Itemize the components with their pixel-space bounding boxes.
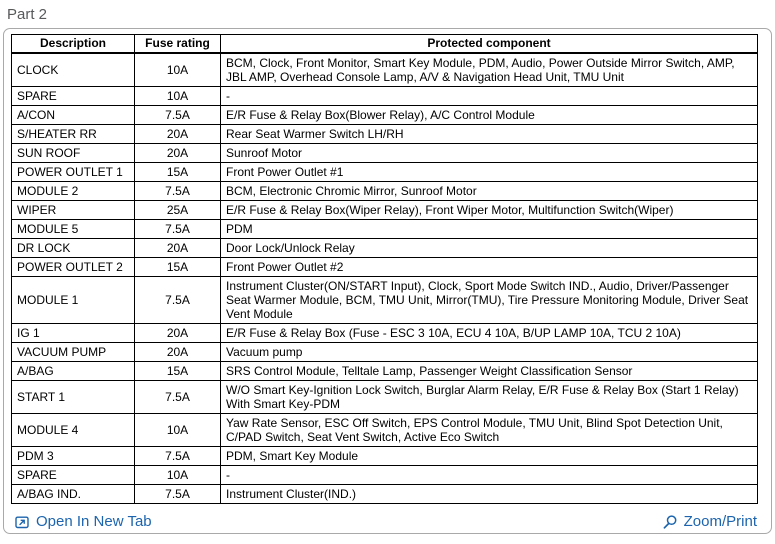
protected-component-cell: Instrument Cluster(IND.) <box>221 484 758 503</box>
header-description: Description <box>12 35 135 53</box>
table-row <box>12 181 758 200</box>
description-cell: VACUUM PUMP <box>12 342 135 361</box>
fuse-rating-cell: 20A <box>135 342 221 361</box>
open-in-new-tab-label: Open In New Tab <box>36 512 152 530</box>
protected-component-cell: Instrument Cluster(ON/START Input), Clock, Sport Mode Switch IND., Audio, Driver/Passenger Seat Warmer Module, BCM, TMU Unit, Mirror(TMU), Tire Pressure Monitoring Module, Driver Seat Vent Module <box>221 276 758 323</box>
table-row <box>12 53 758 87</box>
table-row <box>12 238 758 257</box>
protected-component-cell: E/R Fuse & Relay Box (Fuse - ESC 3 10A, ECU 4 10A, B/UP LAMP 10A, TCU 2 10A) <box>221 323 758 342</box>
table-body <box>12 53 758 504</box>
protected-component-cell: Sunroof Motor <box>221 143 758 162</box>
fuse-rating-cell: 7.5A <box>135 484 221 503</box>
fuse-rating-cell: 20A <box>135 238 221 257</box>
fuse-rating-cell: 7.5A <box>135 219 221 238</box>
description-cell: MODULE 2 <box>12 181 135 200</box>
description-cell: SPARE <box>12 86 135 105</box>
table-row <box>12 124 758 143</box>
protected-component-cell: BCM, Clock, Front Monitor, Smart Key Module, PDM, Audio, Power Outside Mirror Switch, AMP, JBL AMP, Overhead Console Lamp, A/V & Navigation Head Unit, TMU Unit <box>221 53 758 87</box>
description-cell: MODULE 5 <box>12 219 135 238</box>
fuse-rating-cell: 20A <box>135 124 221 143</box>
table-row <box>12 105 758 124</box>
table-row <box>12 219 758 238</box>
description-cell: POWER OUTLET 1 <box>12 162 135 181</box>
protected-component-cell: Rear Seat Warmer Switch LH/RH <box>221 124 758 143</box>
protected-component-cell: E/R Fuse & Relay Box(Wiper Relay), Front Wiper Motor, Multifunction Switch(Wiper) <box>221 200 758 219</box>
fuse-rating-cell: 10A <box>135 86 221 105</box>
protected-component-cell: BCM, Electronic Chromic Mirror, Sunroof Motor <box>221 181 758 200</box>
description-cell: POWER OUTLET 2 <box>12 257 135 276</box>
open-in-new-tab-icon <box>14 514 30 530</box>
fuse-rating-cell: 20A <box>135 143 221 162</box>
description-cell: A/CON <box>12 105 135 124</box>
table-row <box>12 276 758 323</box>
description-cell: CLOCK <box>12 53 135 87</box>
protected-component-cell: W/O Smart Key-Ignition Lock Switch, Burglar Alarm Relay, E/R Fuse & Relay Box (Start 1 Relay) With Smart Key-PDM <box>221 380 758 413</box>
table-row <box>12 484 758 503</box>
fuse-rating-cell: 7.5A <box>135 105 221 124</box>
table-row <box>12 323 758 342</box>
table-row <box>12 162 758 181</box>
table-row <box>12 446 758 465</box>
description-cell: SPARE <box>12 465 135 484</box>
table-row <box>12 342 758 361</box>
protected-component-cell: Front Power Outlet #2 <box>221 257 758 276</box>
fuse-rating-cell: 10A <box>135 53 221 87</box>
description-cell: S/HEATER RR <box>12 124 135 143</box>
fuse-rating-cell: 7.5A <box>135 181 221 200</box>
description-cell: IG 1 <box>12 323 135 342</box>
page-title: Part 2 <box>7 6 48 23</box>
table-row <box>12 380 758 413</box>
fuse-rating-cell: 7.5A <box>135 446 221 465</box>
fuse-rating-cell: 7.5A <box>135 276 221 323</box>
zoom-print-label: Zoom/Print <box>683 512 757 530</box>
fuse-rating-cell: 10A <box>135 413 221 446</box>
header-fuse-rating: Fuse rating <box>135 35 221 53</box>
description-cell: A/BAG <box>12 361 135 380</box>
protected-component-cell: PDM, Smart Key Module <box>221 446 758 465</box>
fuse-table <box>11 34 758 504</box>
protected-component-cell: Vacuum pump <box>221 342 758 361</box>
table-row <box>12 361 758 380</box>
fuse-rating-cell: 10A <box>135 465 221 484</box>
open-in-new-tab-link[interactable] <box>14 514 152 530</box>
protected-component-cell: - <box>221 465 758 484</box>
description-cell: PDM 3 <box>12 446 135 465</box>
description-cell: MODULE 1 <box>12 276 135 323</box>
fuse-rating-cell: 20A <box>135 323 221 342</box>
protected-component-cell: E/R Fuse & Relay Box(Blower Relay), A/C Control Module <box>221 105 758 124</box>
zoom-print-link[interactable] <box>662 514 757 530</box>
protected-component-cell: Door Lock/Unlock Relay <box>221 238 758 257</box>
description-cell: START 1 <box>12 380 135 413</box>
fuse-rating-cell: 15A <box>135 257 221 276</box>
protected-component-cell: - <box>221 86 758 105</box>
protected-component-cell: Front Power Outlet #1 <box>221 162 758 181</box>
protected-component-cell: PDM <box>221 219 758 238</box>
fuse-chart-panel <box>3 28 772 534</box>
description-cell: A/BAG IND. <box>12 484 135 503</box>
viewer-footer <box>11 504 758 541</box>
table-row <box>12 465 758 484</box>
fuse-rating-cell: 15A <box>135 361 221 380</box>
table-header-row <box>12 35 758 53</box>
zoom-icon <box>662 514 678 530</box>
description-cell: WIPER <box>12 200 135 219</box>
fuse-rating-cell: 7.5A <box>135 380 221 413</box>
protected-component-cell: SRS Control Module, Telltale Lamp, Passenger Weight Classification Sensor <box>221 361 758 380</box>
table-row <box>12 413 758 446</box>
description-cell: MODULE 4 <box>12 413 135 446</box>
table-row <box>12 257 758 276</box>
header-protected-component: Protected component <box>221 35 758 53</box>
fuse-rating-cell: 15A <box>135 162 221 181</box>
table-row <box>12 200 758 219</box>
fuse-rating-cell: 25A <box>135 200 221 219</box>
table-row <box>12 86 758 105</box>
description-cell: DR LOCK <box>12 238 135 257</box>
description-cell: SUN ROOF <box>12 143 135 162</box>
protected-component-cell: Yaw Rate Sensor, ESC Off Switch, EPS Control Module, TMU Unit, Blind Spot Detection Unit, C/PAD Switch, Seat Vent Switch, Active Eco Switch <box>221 413 758 446</box>
table-row <box>12 143 758 162</box>
